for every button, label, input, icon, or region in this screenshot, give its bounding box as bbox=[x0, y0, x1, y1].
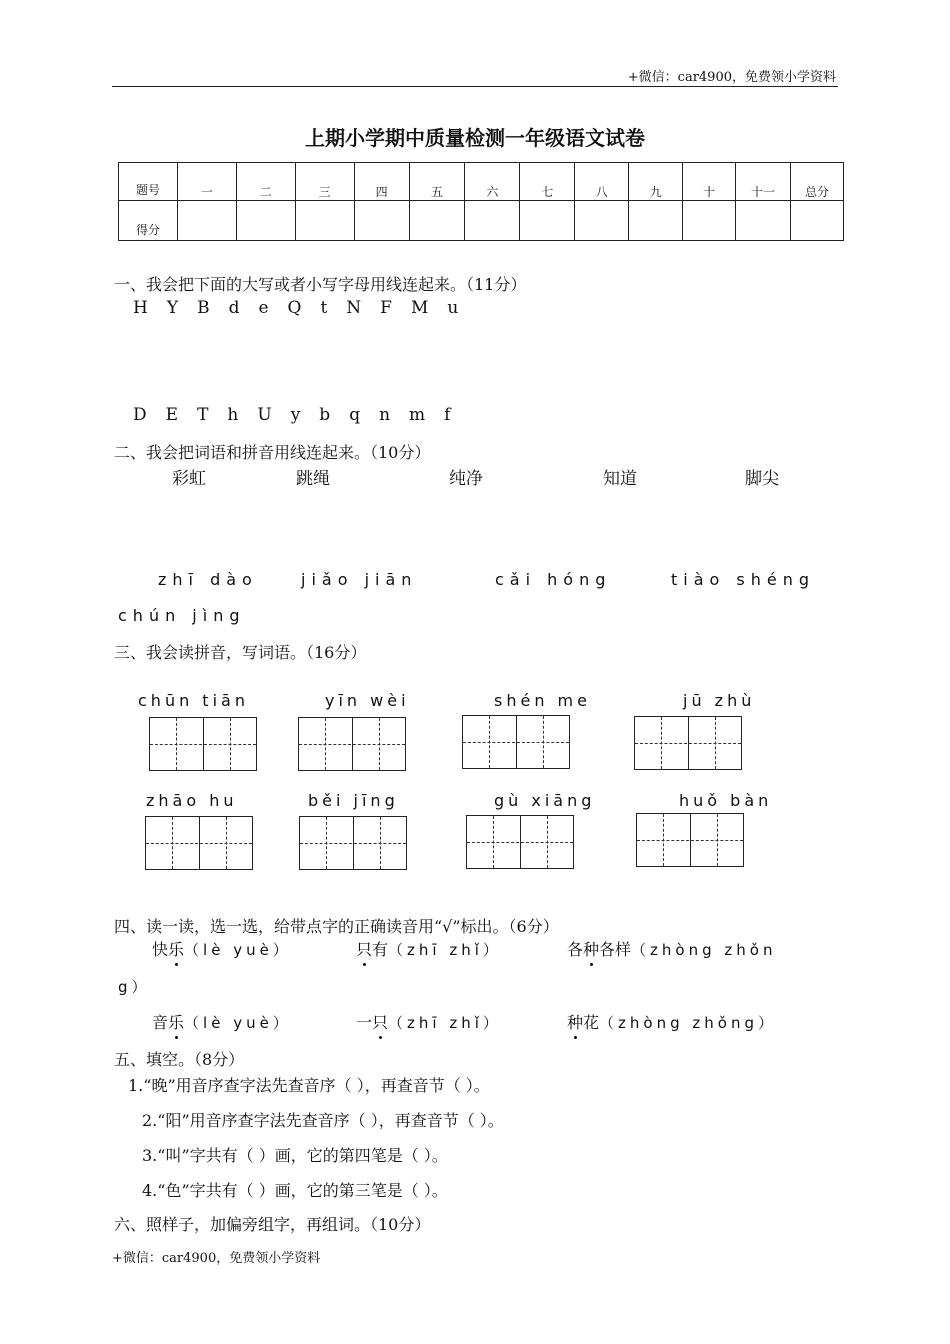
q4-title: 四、读一读，选一选，给带点字的正确读音用“√”标出。（6分） bbox=[114, 917, 559, 936]
score-table-header-label: 题号 bbox=[119, 163, 178, 201]
q4-item: 只有（zhī zhǐ） bbox=[356, 937, 502, 960]
writing-grid[interactable] bbox=[636, 813, 744, 867]
score-col-1: 一 bbox=[177, 163, 236, 201]
q2-pinyin[interactable]: tiào shéng bbox=[671, 570, 816, 589]
q3-pinyin: chūn tiān bbox=[138, 691, 249, 710]
score-cell[interactable] bbox=[736, 201, 791, 241]
score-table bbox=[118, 162, 844, 241]
pinyin-options[interactable]: （zhòng zhǒng） bbox=[599, 1014, 777, 1032]
q5-title: 五、填空。（8分） bbox=[114, 1050, 245, 1069]
score-col-8: 八 bbox=[575, 163, 629, 201]
q4-item: 音乐（lè yuè） bbox=[152, 1010, 292, 1033]
letter[interactable]: h bbox=[227, 405, 239, 425]
letter[interactable]: U bbox=[257, 405, 272, 425]
letter[interactable]: N bbox=[346, 298, 362, 318]
score-cell[interactable] bbox=[683, 201, 736, 241]
letter[interactable]: Y bbox=[166, 298, 179, 318]
score-cell[interactable] bbox=[465, 201, 520, 241]
writing-grid[interactable] bbox=[462, 715, 570, 769]
q2-pinyin[interactable]: jiǎo jiān bbox=[301, 570, 418, 589]
letter[interactable]: T bbox=[197, 405, 209, 425]
score-cell[interactable] bbox=[629, 201, 683, 241]
score-cell[interactable] bbox=[354, 201, 409, 241]
pinyin-options[interactable]: （zhòng zhǒn bbox=[631, 941, 777, 959]
q5-item[interactable]: 3.“叫”字共有（ ）画，它的第四笔是（ ）。 bbox=[142, 1146, 448, 1165]
letter[interactable]: Q bbox=[287, 298, 302, 318]
pinyin-options[interactable]: （zhī zhǐ） bbox=[388, 1014, 502, 1032]
score-col-5: 五 bbox=[409, 163, 465, 201]
q6-title: 六、照样子，加偏旁组字，再组词。（10分） bbox=[114, 1215, 431, 1234]
q3-pinyin: huǒ bàn bbox=[679, 791, 773, 810]
q2-word[interactable]: 跳绳 bbox=[296, 469, 330, 489]
score-col-11: 十一 bbox=[736, 163, 791, 201]
header-watermark: +微信：car4900，免费领小学资料 bbox=[627, 70, 836, 85]
q4-item: 一只（zhī zhǐ） bbox=[356, 1010, 502, 1033]
letter[interactable]: D bbox=[133, 405, 147, 425]
q1-bottom-letters bbox=[133, 405, 469, 425]
score-cell[interactable] bbox=[791, 201, 844, 241]
letter[interactable]: F bbox=[380, 298, 392, 318]
q1-title: 一、我会把下面的大写或者小写字母用线连起来。（11分） bbox=[114, 275, 527, 294]
writing-grid[interactable] bbox=[149, 717, 257, 771]
letter[interactable]: M bbox=[410, 298, 429, 318]
pinyin-options[interactable]: （lè yuè） bbox=[184, 941, 292, 959]
score-table-score-label: 得分 bbox=[119, 201, 178, 241]
writing-grid[interactable] bbox=[466, 815, 574, 869]
letter[interactable]: q bbox=[349, 405, 361, 425]
writing-grid[interactable] bbox=[634, 716, 742, 770]
q2-pinyin[interactable]: chún jìng bbox=[118, 606, 246, 625]
score-col-10: 十 bbox=[683, 163, 736, 201]
writing-grid[interactable] bbox=[298, 717, 406, 771]
header-divider bbox=[112, 86, 838, 87]
q5-item[interactable]: 1.“晚”用音序查字法先查音序（ ），再查音节（ ）。 bbox=[128, 1076, 490, 1095]
q3-pinyin: jū zhù bbox=[683, 691, 756, 710]
writing-grid[interactable] bbox=[299, 816, 407, 870]
footer-watermark: +微信：car4900，免费领小学资料 bbox=[112, 1251, 321, 1266]
score-col-3: 三 bbox=[295, 163, 354, 201]
q5-item[interactable]: 2.“阳”用音序查字法先查音序（ ），再查音节（ ）。 bbox=[142, 1111, 504, 1130]
q3-pinyin: zhāo hu bbox=[146, 791, 238, 810]
score-cell[interactable] bbox=[520, 201, 575, 241]
letter[interactable]: t bbox=[320, 298, 328, 318]
q5-item[interactable]: 4.“色”字共有（ ）画，它的第三笔是（ ）。 bbox=[142, 1181, 448, 1200]
score-col-9: 九 bbox=[629, 163, 683, 201]
score-col-7: 七 bbox=[520, 163, 575, 201]
score-cell[interactable] bbox=[575, 201, 629, 241]
score-col-6: 六 bbox=[465, 163, 520, 201]
score-cell[interactable] bbox=[409, 201, 465, 241]
letter[interactable]: y bbox=[290, 405, 301, 425]
q4-item: 快乐（lè yuè） bbox=[152, 937, 292, 960]
letter[interactable]: H bbox=[133, 298, 148, 318]
q3-title: 三、我会读拼音，写词语。（16分） bbox=[114, 643, 367, 662]
q3-pinyin: yīn wèi bbox=[325, 691, 410, 710]
score-cell[interactable] bbox=[295, 201, 354, 241]
letter[interactable]: d bbox=[228, 298, 240, 318]
letter[interactable]: n bbox=[379, 405, 391, 425]
q2-pinyin[interactable]: cǎi hóng bbox=[495, 570, 612, 589]
letter[interactable]: f bbox=[444, 405, 451, 425]
q2-word[interactable]: 知道 bbox=[603, 469, 637, 489]
writing-grid[interactable] bbox=[145, 816, 253, 870]
q2-word[interactable]: 彩虹 bbox=[172, 469, 206, 489]
q3-pinyin: gù xiāng bbox=[494, 791, 596, 810]
q2-word[interactable]: 纯净 bbox=[449, 469, 483, 489]
letter[interactable]: E bbox=[165, 405, 179, 425]
q4-wrap: g） bbox=[118, 978, 151, 996]
score-cell[interactable] bbox=[177, 201, 236, 241]
q4-item: 种花（zhòng zhǒng） bbox=[567, 1010, 777, 1033]
q4-item: 各种各样（zhòng zhǒn bbox=[567, 937, 776, 960]
letter[interactable]: e bbox=[258, 298, 269, 318]
score-col-4: 四 bbox=[354, 163, 409, 201]
page-title: 上期小学期中质量检测一年级语文试卷 bbox=[305, 126, 645, 150]
q3-pinyin: běi jīng bbox=[308, 791, 399, 810]
letter[interactable]: B bbox=[197, 298, 210, 318]
pinyin-options[interactable]: （zhī zhǐ） bbox=[388, 941, 502, 959]
score-col-total: 总分 bbox=[791, 163, 844, 201]
letter[interactable]: m bbox=[409, 405, 426, 425]
q2-word[interactable]: 脚尖 bbox=[745, 469, 779, 489]
score-col-2: 二 bbox=[236, 163, 295, 201]
q1-top-letters bbox=[133, 298, 477, 318]
letter[interactable]: u bbox=[447, 298, 459, 318]
pinyin-options[interactable]: （lè yuè） bbox=[184, 1014, 292, 1032]
q2-pinyin[interactable]: zhī dào bbox=[158, 570, 258, 589]
q3-pinyin: shén me bbox=[494, 691, 591, 710]
letter[interactable]: b bbox=[319, 405, 331, 425]
q2-title: 二、我会把词语和拼音用线连起来。（10分） bbox=[114, 443, 431, 462]
score-cell[interactable] bbox=[236, 201, 295, 241]
